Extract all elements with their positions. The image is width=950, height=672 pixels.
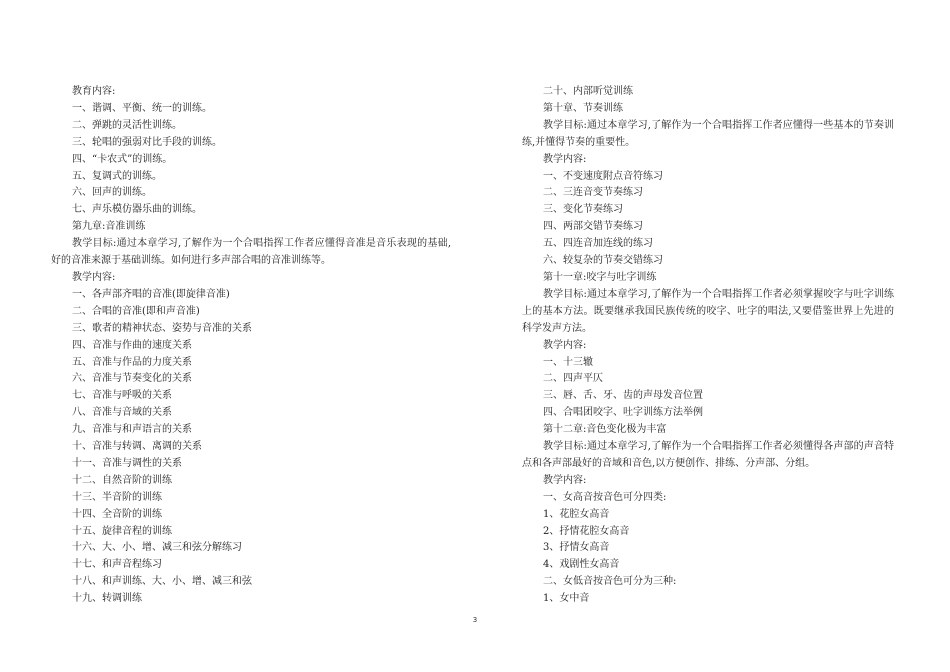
text-line: 十二、自然音阶的训练: [72, 474, 172, 486]
text-line: 1、花腔女高音: [543, 508, 610, 520]
text-line: 教学内容:: [543, 153, 587, 165]
paragraph: 教学目标:通过本章学习,了解作为一个合唱指挥工作者应懂得音准是音乐表现的基础,好的音准来源于基础训练。如何进行多声部合唱的音准训练等。: [51, 238, 451, 267]
text-line: 七、声乐模仿器乐曲的训练。: [72, 204, 202, 216]
text-line: 教学内容:: [543, 474, 587, 486]
text-line: 十一、音准与调性的关系: [72, 457, 182, 469]
text-line: 十五、旋律音程的训练: [72, 525, 172, 537]
text-line: 1、女中音: [543, 593, 590, 605]
text-line: 二、弹跳的灵活性训练。: [72, 119, 182, 131]
text-line: 十七、和声音程练习: [72, 559, 162, 571]
text-line: 三、轮唱的强弱对比手段的训练。: [72, 136, 222, 148]
text-line: 二、三连音变节奏练习: [543, 187, 643, 199]
text-line: 二十、内部听觉训练: [543, 86, 633, 97]
text-line: 2、抒情花腔女高音: [543, 525, 630, 537]
text-line: 教学内容:: [72, 271, 116, 283]
text-line: 一、十三辙: [543, 356, 593, 368]
text-line: 十四、全音阶的训练: [72, 508, 162, 520]
text-line: 教学内容:: [543, 339, 587, 351]
text-line: 四、合唱团咬字、吐字训练方法举例: [543, 407, 703, 419]
text-line: 五、音准与作品的力度关系: [72, 356, 192, 368]
text-line: 九、音准与和声语言的关系: [72, 424, 192, 436]
paragraph: 教学目标:通过本章学习,了解作为一个合唱指挥工作者必须掌握咬字与吐字训练上的基本方法。既要继承我国民族传统的咬字、吐字的唱法,又要借鉴世界上先进的科学发声方法。: [522, 288, 894, 334]
text-line: 四、音准与作曲的速度关系: [72, 339, 192, 351]
text-line: 一、女高音按音色可分四类:: [543, 491, 667, 503]
text-line: 二、女低音按音色可分为三种:: [543, 576, 677, 588]
text-line: 十六、大、小、增、减三和弦分解练习: [72, 542, 242, 554]
text-line: 十三、半音阶的训练: [72, 491, 162, 503]
text-line: 十八、和声训练、大、小、增、减三和弦: [72, 576, 252, 588]
text-line: 十九、转调训练: [72, 593, 142, 605]
chapter-heading: 第十章、节奏训练: [543, 102, 623, 114]
text-line: 4、戏剧性女高音: [543, 559, 620, 571]
text-line: 一、不变速度附点音符练习: [543, 170, 663, 182]
left-column: [51, 84, 451, 608]
text-line: 六、较复杂的节奏交错练习: [543, 255, 663, 267]
paragraph: 教学目标:通过本章学习,了解作为一个合唱指挥工作者必须懂得各声部的声音特点和各声部最好的音域和音色,以方便创作、排练、分声部、分组。: [522, 441, 894, 469]
text-line: 六、回声的训练。: [72, 187, 152, 199]
text-line: 四、“卡农式”的训练。: [72, 153, 173, 165]
text-line: 四、两部交错节奏练习: [543, 221, 643, 233]
text-line: 八、音准与音域的关系: [72, 407, 172, 419]
paragraph: 教学目标:通过本章学习,了解作为一个合唱指挥工作者应懂得一些基本的节奏训练,并懂得节奏的重要性。: [522, 119, 894, 148]
text-line: 六、音准与节奏变化的关系: [72, 373, 192, 385]
chapter-heading: 第十二章:音色变化极为丰富: [543, 424, 667, 436]
right-column: [522, 84, 894, 608]
text-line: 五、复调式的训练。: [72, 170, 162, 182]
text-line: 3、抒情女高音: [543, 542, 610, 554]
text-line: 七、音准与呼吸的关系: [72, 390, 172, 402]
text-line: 二、四声平仄: [543, 373, 603, 385]
text-line: 一、谐调、平衡、统一的训练。: [72, 102, 212, 114]
chapter-heading: 第十一章:咬字与吐字训练: [543, 271, 657, 283]
text-line: 一、各声部齐唱的音准(即旋律音准): [72, 288, 230, 300]
chapter-heading: 第九章:音准训练: [72, 221, 146, 233]
text-line: 三、变化节奏练习: [543, 204, 623, 216]
page-number: 3: [472, 616, 478, 624]
text-line: 二、合唱的音准(即和声音准): [72, 305, 200, 317]
text-line: 十、音准与转调、离调的关系: [72, 441, 202, 453]
text-line: 三、唇、舌、牙、齿的声母发音位置: [543, 390, 703, 402]
text-line: 教育内容:: [72, 86, 116, 97]
text-line: 五、四连音加连线的练习: [543, 238, 653, 250]
text-line: 三、歌者的精神状态、姿势与音准的关系: [72, 322, 252, 334]
